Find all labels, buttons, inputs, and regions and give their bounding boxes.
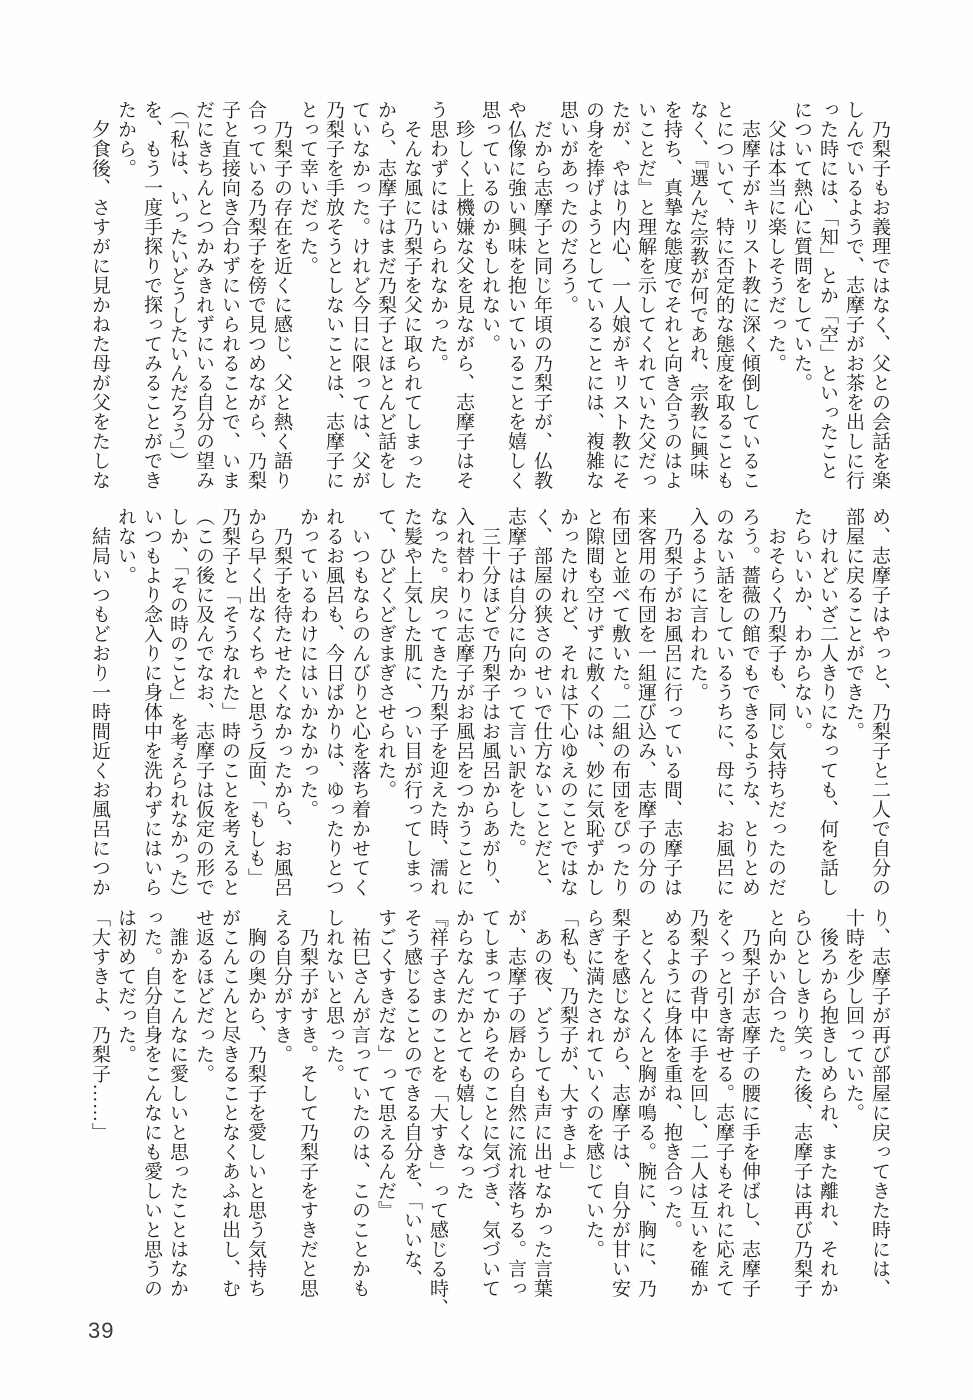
text-column: め、志摩子はやっと、乃梨子と二人で自分の xyxy=(869,507,890,897)
text-column: あの夜、どうしても声に出せなかった言葉 xyxy=(531,908,552,1298)
text-column: しれないと思った。 xyxy=(323,908,344,1084)
text-column: 乃梨子を待たせたくなかったから、お風呂 xyxy=(271,507,292,897)
text-column: れるお風呂も、今日ばかりは、ゆったりとつ xyxy=(323,507,344,897)
text-column: 合っている乃梨子を傍で見つめながら、乃梨 xyxy=(245,100,266,490)
text-column: 入れ替わりに志摩子がお風呂をつかうことに xyxy=(453,507,474,897)
text-column: なく、『選んだ宗教が何であれ、宗教に興味 xyxy=(687,100,708,481)
text-column: 『祥子さまのことを「大すき」って感じる時、 xyxy=(427,908,448,1318)
text-column: 来客用の布団を一組運び込み、志摩子の分の xyxy=(635,507,656,897)
text-column: 誰かをこんなに愛しいと思ったことはなか xyxy=(167,908,188,1298)
text-column: 乃梨子を手放そうとしないことは、志摩子に xyxy=(323,100,344,490)
text-column: える自分がすき。 xyxy=(271,908,292,1064)
text-column: らひとしきり笑った後、志摩子は再び乃梨子 xyxy=(791,908,812,1298)
text-column: 入るように言われた。 xyxy=(687,507,708,702)
text-column: 布団と並べて敷いた。二組の布団をぴったり xyxy=(609,507,630,897)
text-column: 子と直接向き合わずにいられることで、いま xyxy=(219,100,240,490)
text-column: 乃梨子がすき。そして乃梨子をすきだと思 xyxy=(297,908,318,1298)
text-column: がこんこんと尽きることなくあふれ出し、む xyxy=(219,908,240,1298)
text-column: を、もう一度手探りで探ってみることができ xyxy=(141,100,162,490)
text-column: （「私は、いったいどうしたいんだろう」） xyxy=(167,100,188,471)
text-column: を持ち、真摯な態度でそれと向き合うのはよ xyxy=(661,100,682,490)
text-column: だから志摩子と同じ年頃の乃梨子が、仏教 xyxy=(531,100,552,490)
text-column: 夕食後、さすがに見かねた母が父をたしな xyxy=(89,100,110,490)
text-block-bottom xyxy=(86,908,892,1318)
text-column: 「私も、乃梨子が、大すきよ」 xyxy=(557,908,578,1181)
text-column: 祐巳さんが言っていたのは、このことかも xyxy=(349,908,370,1298)
text-column: り、志摩子が再び部屋に戻ってきた時には、 xyxy=(869,908,890,1298)
text-column: てしまってからそのことに気づき、気づいて xyxy=(479,908,500,1298)
text-column: のない話をしているうちに、母に、お風呂に xyxy=(713,507,734,897)
text-column: と向かい合った。 xyxy=(765,908,786,1064)
text-column: った時には、「知」とか「空」といったこと xyxy=(817,100,838,481)
text-column: たが、やはり内心、一人娘がキリスト教にそ xyxy=(609,100,630,490)
text-column: めるように身体を重ね、抱き合った。 xyxy=(661,908,682,1240)
text-column: 後ろから抱きしめられ、また離れ、それか xyxy=(817,908,838,1298)
text-column: 思いがあったのだろう。 xyxy=(557,100,578,315)
text-column: れない。 xyxy=(115,507,136,585)
text-column: 珍しく上機嫌な父を見ながら、志摩子はそ xyxy=(453,100,474,490)
text-column: 部屋に戻ることができた。 xyxy=(843,507,864,741)
text-column: 十時を少し回っていた。 xyxy=(843,908,864,1123)
text-column: が、志摩子の唇から自然に流れ落ちる。言っ xyxy=(505,908,526,1298)
text-column: けれどいざ二人きりになっても、何を話し xyxy=(817,507,838,897)
text-column: 結局いつもどおり一時間近くお風呂につか xyxy=(89,507,110,897)
text-column: や仏像に強い興味を抱いていることを嬉しく xyxy=(505,100,526,490)
text-column: 乃梨子の背中に手を回し、二人は互いを確か xyxy=(687,908,708,1298)
text-column: は初めてだった。 xyxy=(115,908,136,1064)
text-column: いつもより念入りに身体中を洗わずにはいら xyxy=(141,507,162,897)
text-column: について熱心に質問をしていた。 xyxy=(791,100,812,393)
text-column: おそらく乃梨子も、同じ気持ちだったのだ xyxy=(765,507,786,897)
text-column: 乃梨子と「そうなれた」時のことを考えると xyxy=(219,507,240,897)
text-column: 乃梨子もお義理ではなく、父との会話を楽 xyxy=(869,100,890,490)
text-column: の身を捧げようとしていることには、複雑な xyxy=(583,100,604,490)
text-column: 「大すきよ、乃梨子……」 xyxy=(89,908,110,1142)
text-column: そんな風に乃梨子を父に取られてしまった xyxy=(401,100,422,490)
text-column: 梨子を感じながら、志摩子は、自分が甘い安 xyxy=(609,908,630,1298)
text-column: かっているわけにはいかなかった。 xyxy=(297,507,318,819)
text-column: 志摩子は自分に向かって言い訳をした。 xyxy=(505,507,526,858)
text-column: しんでいるようで、志摩子がお茶を出しに行 xyxy=(843,100,864,490)
text-column: から、志摩子はまだ乃梨子とほとんど話をし xyxy=(375,100,396,490)
text-column: らぎに満たされていくのを感じていた。 xyxy=(583,908,604,1259)
text-column: （この後に及んでなお、志摩子は仮定の形で xyxy=(193,507,214,897)
text-column: ろう。薔薇の館でもできるような、とりとめ xyxy=(739,507,760,897)
text-column: 乃梨子がお風呂に行っている間、志摩子は xyxy=(661,507,682,897)
text-column: た髪や上気した肌に、つい目が行ってしまっ xyxy=(401,507,422,897)
text-column: そう感じることのできる自分を、「いいな、 xyxy=(401,908,422,1289)
text-column: から早く出なくちゃと思う反面、「もしも」 xyxy=(245,507,266,888)
text-column: く、部屋の狭さのせいで仕方ないことだと、 xyxy=(531,507,552,897)
text-column: せ返るほどだった。 xyxy=(193,908,214,1084)
text-column: からなんだかとても嬉しくなった xyxy=(453,908,474,1201)
text-column: たらいいか、わからない。 xyxy=(791,507,812,741)
text-block-middle xyxy=(86,507,892,907)
text-column: 乃梨子の存在を近くに感じ、父と熱く語り xyxy=(271,100,292,490)
text-column: なった。戻ってきた乃梨子を迎えた時、濡れ xyxy=(427,507,448,897)
text-column: 三十分ほどで乃梨子はお風呂からあがり、 xyxy=(479,507,500,897)
text-column: った。自分自身をこんなにも愛しいと思うの xyxy=(141,908,162,1298)
text-column: う思わずにはいられなかった。 xyxy=(427,100,448,373)
text-column: だにきちんとつかみきれずにいる自分の望み xyxy=(193,100,214,490)
text-block-top xyxy=(86,100,892,494)
text-column: 胸の奥から、乃梨子を愛しいと思う気持ち xyxy=(245,908,266,1298)
text-column: かったけれど、それは下心ゆえのことではな xyxy=(557,507,578,897)
text-column: 思っているのかもしれない。 xyxy=(479,100,500,354)
text-column: とくんとくんと胸が鳴る。腕に、胸に、乃 xyxy=(635,908,656,1298)
text-column: たから。 xyxy=(115,100,136,178)
text-column: ていなかった。けれど今日に限っては、父が xyxy=(349,100,370,490)
text-column: と隙間も空けずに敷くのは、妙に気恥ずかし xyxy=(583,507,604,897)
text-column: とについて、特に否定的な態度を取ることも xyxy=(713,100,734,490)
text-column: て、ひどくどぎまぎさせられた。 xyxy=(375,507,396,800)
text-column: すごくすきだな」って思えるんだ』 xyxy=(375,908,396,1220)
text-column: いつもならのんびりと心を落ち着かせてく xyxy=(349,507,370,897)
page-number: 39 xyxy=(88,1318,115,1343)
text-column: いことだ』と理解を示してくれていた父だっ xyxy=(635,100,656,490)
text-column: とって幸いだった。 xyxy=(297,100,318,276)
text-column: をくっと引き寄せる。志摩子もそれに応えて xyxy=(713,908,734,1298)
text-column: 志摩子がキリスト教に深く傾倒しているこ xyxy=(739,100,760,490)
text-column: 乃梨子が志摩子の腰に手を伸ばし、志摩子 xyxy=(739,908,760,1298)
text-column: しか、「その時のこと」を考えられなかった） xyxy=(167,507,188,907)
text-column: 父は本当に楽しそうだった。 xyxy=(765,100,786,373)
